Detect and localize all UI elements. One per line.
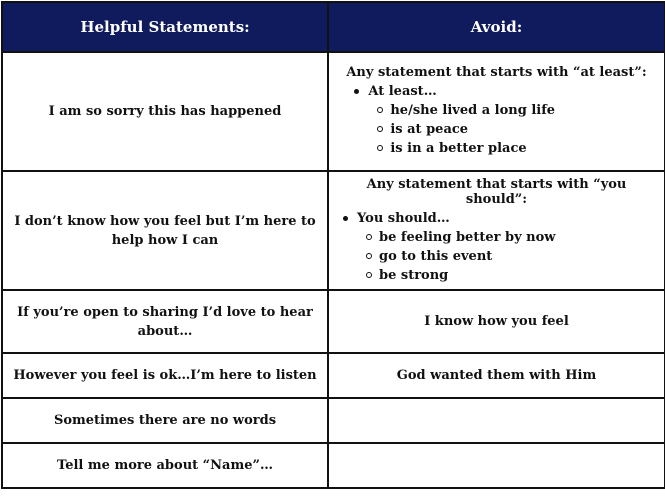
table-row [2,398,665,443]
statements-table [1,1,665,489]
helpful-cell [2,171,328,290]
avoid-sub-list [368,101,646,158]
helpful-text: I don’t know how you feel but I’m here to help how I can [14,213,316,248]
avoid-sub-item: is in a better place [382,139,646,158]
helpful-cell [2,398,328,443]
avoid-intro: Any statement that starts with “at least”: [346,65,647,80]
avoid-cell [328,353,665,398]
helpful-cell [2,353,328,398]
avoid-bullet [349,209,658,285]
header-avoid: Avoid: [328,2,665,52]
avoid-text: I know how you feel [424,314,569,329]
table-row [2,443,665,488]
avoid-bullet-text: At least… [368,84,437,99]
avoid-cell [328,171,665,290]
helpful-text: Tell me more about “Name”… [57,458,273,473]
table-row [2,353,665,398]
avoid-sub-item: be feeling better by now [371,228,658,247]
avoid-cell [328,52,665,171]
header-helpful: Helpful Statements: [2,2,328,52]
helpful-cell [2,443,328,488]
avoid-intro: Any statement that starts with “you should”: [366,176,627,207]
header-row [2,2,665,52]
avoid-list-block [335,177,658,285]
avoid-bullet-list [346,82,646,158]
helpful-text: However you feel is ok…I’m here to listen [13,368,317,383]
avoid-sub-item: be strong [371,266,658,285]
helpful-text: Sometimes there are no words [53,413,277,428]
avoid-bullet-list [335,209,658,285]
avoid-cell-empty [328,443,665,488]
helpful-text: I am so sorry this has happened [48,104,282,119]
avoid-cell [328,290,665,353]
avoid-cell-empty [328,398,665,443]
avoid-sub-item: he/she lived a long life [382,101,646,120]
avoid-bullet [360,82,646,158]
helpful-cell [2,52,328,171]
avoid-sub-item: go to this event [371,247,658,266]
table-row [2,171,665,290]
helpful-cell [2,290,328,353]
table-row [2,52,665,171]
table-row [2,290,665,353]
avoid-bullet-text: You should… [357,210,450,226]
avoid-sub-list [357,228,658,285]
helpful-text: If you’re open to sharing I’d love to hear about… [17,304,313,339]
avoid-text: God wanted them with Him [396,368,597,383]
avoid-sub-item: is at peace [382,120,646,139]
avoid-list-block [346,65,646,158]
